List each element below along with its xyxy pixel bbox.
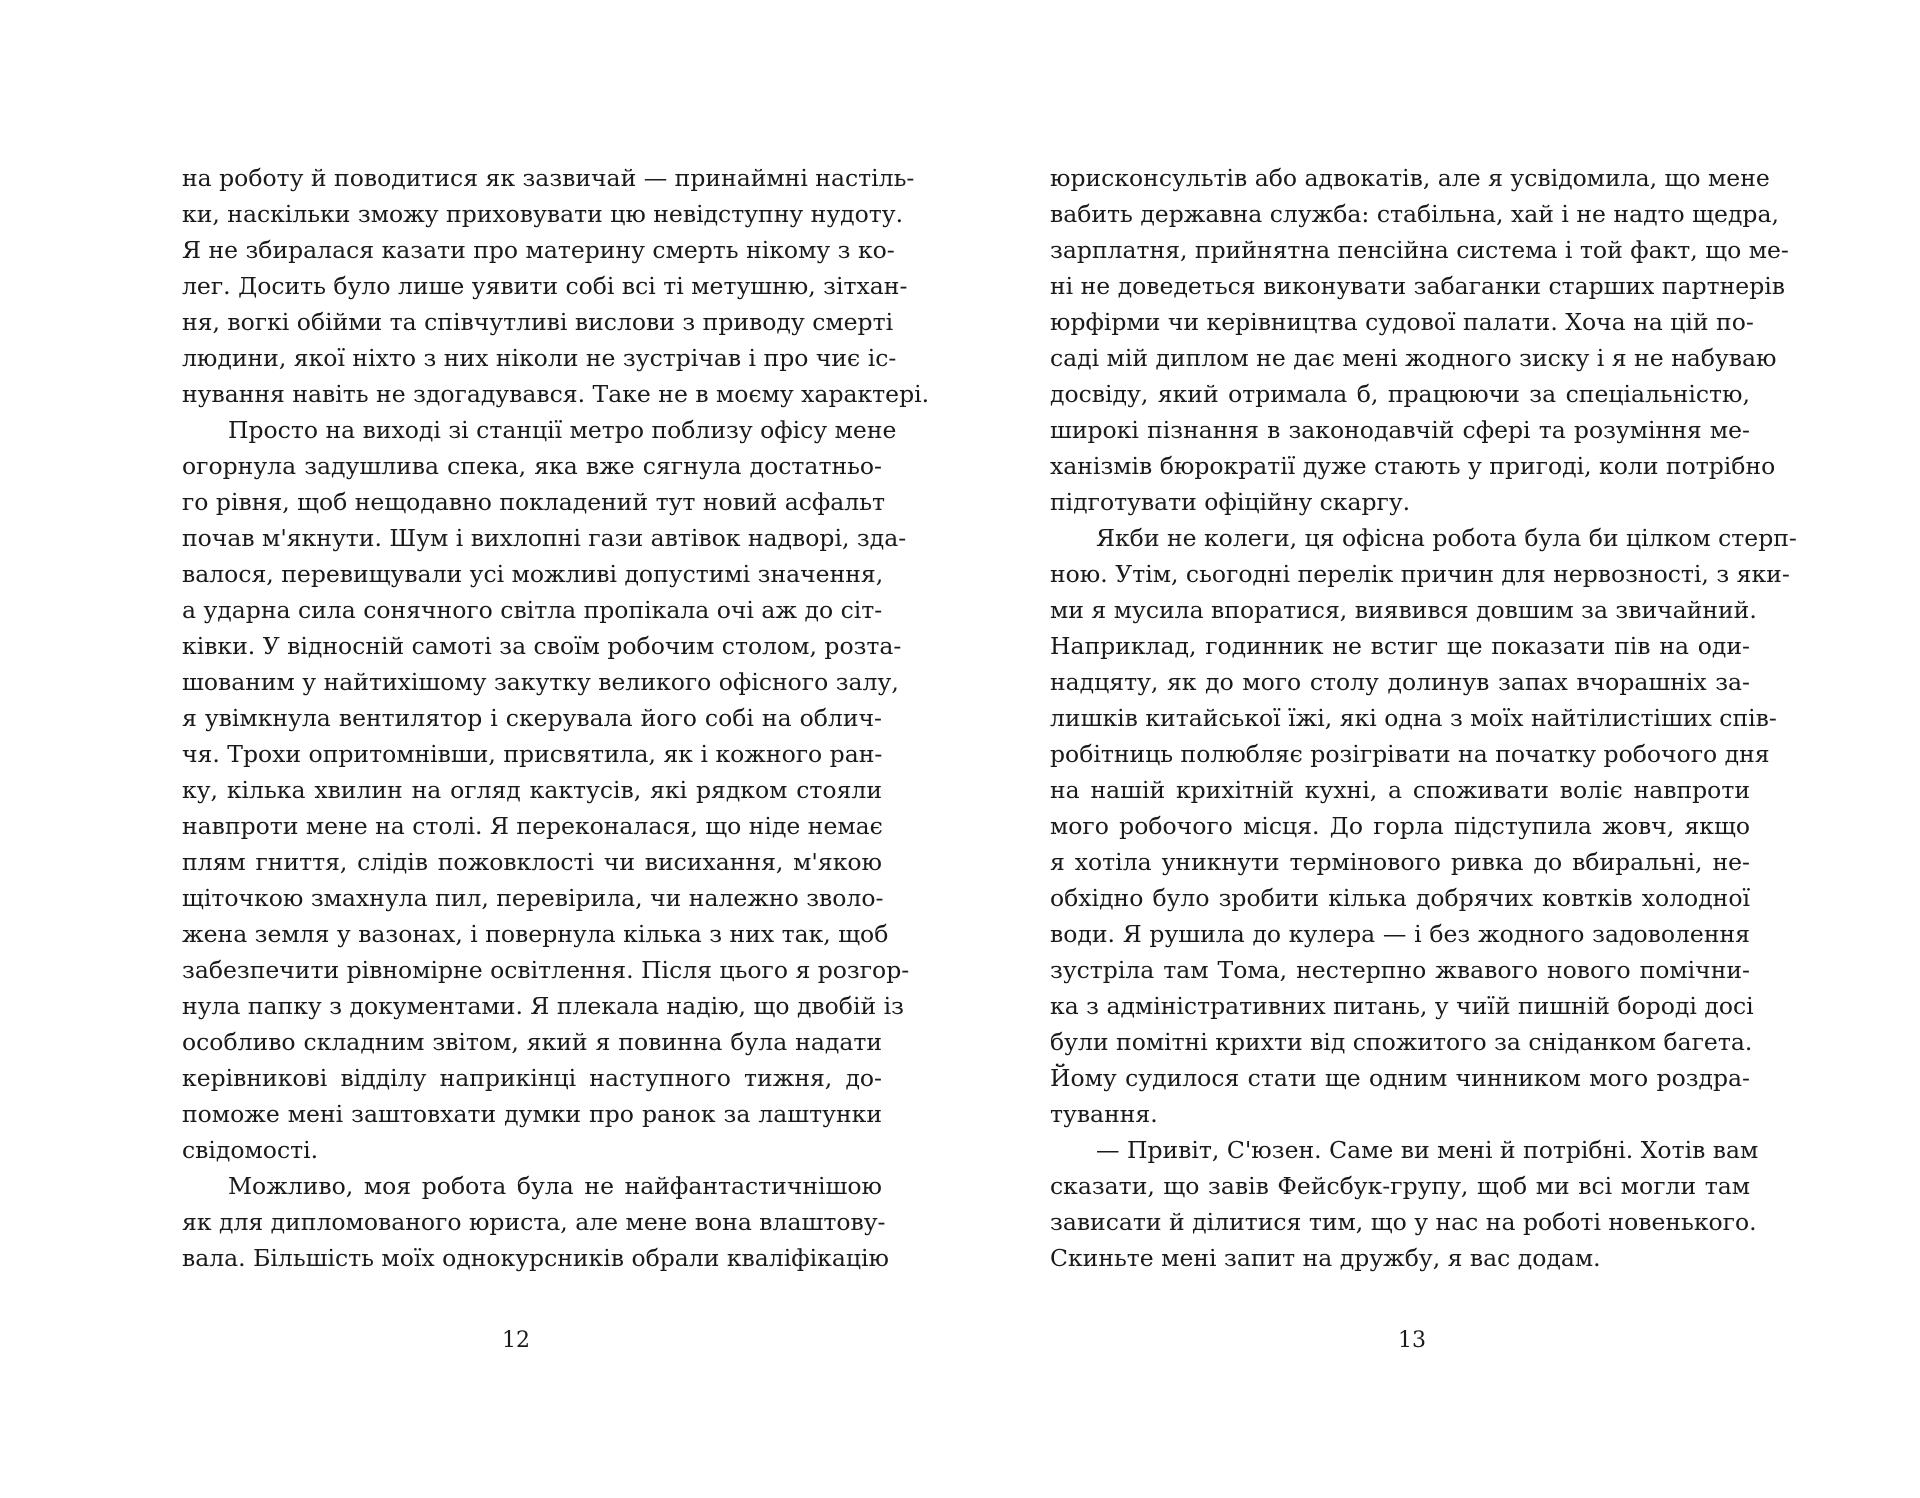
text-line: людини, якої ніхто з них ніколи не зустрічав і про чиє іс- — [182, 344, 897, 372]
text-line: щіточкою змахнула пил, перевірила, чи належно зволо- — [182, 884, 884, 912]
text-line: лег. Досить було лише уявити собі всі ті метушню, зітхан- — [182, 272, 908, 300]
text-line: юрфірми чи керівництва судової палати. Хоча на цій по- — [1050, 308, 1754, 336]
text-line: надцяту, як до мого столу долинув запах вчорашніх за- — [1050, 668, 1750, 696]
text-line: забезпечити рівномірне освітлення. Після цього я розгор- — [182, 956, 910, 984]
text-line: на роботу й поводитися як зазвичай — принаймні настіль- — [182, 164, 915, 192]
text-line: обхідно було зробити кілька добрячих ковтків холодної — [1050, 884, 1750, 912]
text-line: були помітні крихти від спожитого за сніданком багета. — [1050, 1028, 1753, 1056]
text-line: Скиньте мені запит на дружбу, я вас додам. — [1050, 1244, 1601, 1272]
text-line: зависати й ділитися тим, що у нас на роботі новенького. — [1050, 1208, 1757, 1236]
text-line: ки, наскільки зможу приховувати цю невідступну нудоту. — [182, 200, 904, 228]
text-line: зустріла там Тома, нестерпно жвавого нового помічни- — [1050, 956, 1750, 984]
text-line: юрисконсультів або адвокатів, але я усвідомила, що мене — [1050, 164, 1770, 192]
text-line: ку, кілька хвилин на огляд кактусів, які рядком стояли — [182, 776, 882, 804]
text-line: вабить державна служба: стабільна, хай і не надто щедра, — [1050, 200, 1779, 228]
text-line: досвіду, який отримала б, працюючи за спеціальністю, — [1050, 380, 1750, 408]
text-line: шованим у найтихішому закутку великого офісного залу, — [182, 668, 899, 696]
page-number-left: 12 — [502, 1328, 530, 1353]
text-line: я увімкнула вентилятор і скерувала його собі на облич- — [182, 704, 882, 732]
text-line: свідомості. — [182, 1136, 319, 1164]
text-line: Йому судилося стати ще одним чинником мого роздра- — [1050, 1064, 1750, 1092]
text-line: вала. Більшість моїх однокурсників обрали кваліфікацію — [182, 1244, 889, 1272]
text-line: огорнула задушлива спека, яка вже сягнула достатньо- — [182, 452, 882, 480]
text-line: — Привіт, С'юзен. Саме ви мені й потрібні. Хотів вам — [1096, 1136, 1759, 1164]
text-line: поможе мені заштовхати думки про ранок за лаштунки — [182, 1100, 882, 1128]
text-line: Якби не колеги, ця офісна робота була би цілком стерп- — [1096, 524, 1797, 552]
text-line: ханізмів бюрократії дуже стають у пригоді, коли потрібно — [1050, 452, 1776, 480]
text-line: тування. — [1050, 1100, 1158, 1128]
text-line: ні не доведеться виконувати забаганки старших партнерів — [1050, 272, 1785, 300]
text-line: ка з адміністративних питань, у чиїй пишній бороді досі — [1050, 992, 1754, 1020]
text-line: чя. Трохи опритомнівши, присвятила, як і кожного ран- — [182, 740, 883, 768]
text-line: підготувати офіційну скаргу. — [1050, 488, 1411, 516]
text-line: плям гниття, слідів пожовклості чи висихання, м'якою — [182, 848, 882, 876]
text-line: а ударна сила сонячного світла пропікала очі аж до сіт- — [182, 596, 883, 624]
text-line: ня, вогкі обійми та співчутливі вислови з приводу смерті — [182, 308, 894, 336]
text-line: я хотіла уникнути термінового ривка до вбиральні, не- — [1050, 848, 1750, 876]
left-page — [182, 160, 930, 1276]
text-line: ною. Утім, сьогодні перелік причин для нервозності, з яки- — [1050, 560, 1790, 588]
text-line: Я не збиралася казати про материну смерть нікому з ко- — [182, 236, 895, 264]
right-page — [1050, 160, 1797, 1276]
text-line: Можливо, моя робота була не найфантастичнішою — [228, 1172, 882, 1200]
text-line: широкі пізнання в законодавчій сфері та розуміння ме- — [1050, 416, 1750, 444]
text-line: сказати, що завів Фейсбук-групу, щоб ми всі могли там — [1050, 1172, 1750, 1200]
text-line: нула папку з документами. Я плекала надію, що двобій із — [182, 992, 904, 1020]
text-line: ківки. У відносній самоті за своїм робочим столом, розта- — [182, 632, 902, 660]
text-line: робітниць полюбляє розігрівати на початку робочого дня — [1050, 740, 1770, 768]
text-line: зарплатня, прийнятна пенсійна система і той факт, що ме- — [1050, 236, 1789, 264]
text-line: го рівня, щоб нещодавно покладений тут новий асфальт — [182, 488, 886, 516]
text-line: Просто на виході зі станції метро поблизу офісу мене — [228, 416, 897, 444]
text-line: нування навіть не здогадувався. Таке не в моєму характері. — [182, 380, 930, 408]
text-line: лишків китайської їжі, які одна з моїх найтілистіших спів- — [1050, 704, 1777, 732]
text-line: саді мій диплом не дає мені жодного зиску і я не набуваю — [1050, 344, 1777, 372]
text-line: навпроти мене на столі. Я переконалася, що ніде немає — [182, 812, 883, 840]
text-line: ми я мусила впоратися, виявився довшим за звичайний. — [1050, 596, 1757, 624]
text-line: почав м'якнути. Шум і вихлопні гази автівок надворі, зда- — [182, 524, 907, 552]
text-line: Наприклад, годинник не встиг ще показати пів на оди- — [1050, 632, 1750, 660]
text-line: як для дипломованого юриста, але мене вона влаштову- — [182, 1208, 886, 1236]
text-line: валося, перевищували усі можливі допустимі значення, — [182, 560, 884, 588]
text-line: мого робочого місця. До горла підступила жовч, якщо — [1050, 812, 1750, 840]
page-number-right: 13 — [1398, 1328, 1426, 1353]
text-line: особливо складним звітом, який я повинна була надати — [182, 1028, 882, 1056]
text-line: води. Я рушила до кулера — і без жодного задоволення — [1050, 920, 1750, 948]
text-line: керівникові відділу наприкінці наступного тижня, до- — [182, 1064, 882, 1092]
text-line: жена земля у вазонах, і повернула кілька з них так, щоб — [182, 920, 889, 948]
text-line: на нашій крихітній кухні, а споживати воліє навпроти — [1050, 776, 1750, 804]
